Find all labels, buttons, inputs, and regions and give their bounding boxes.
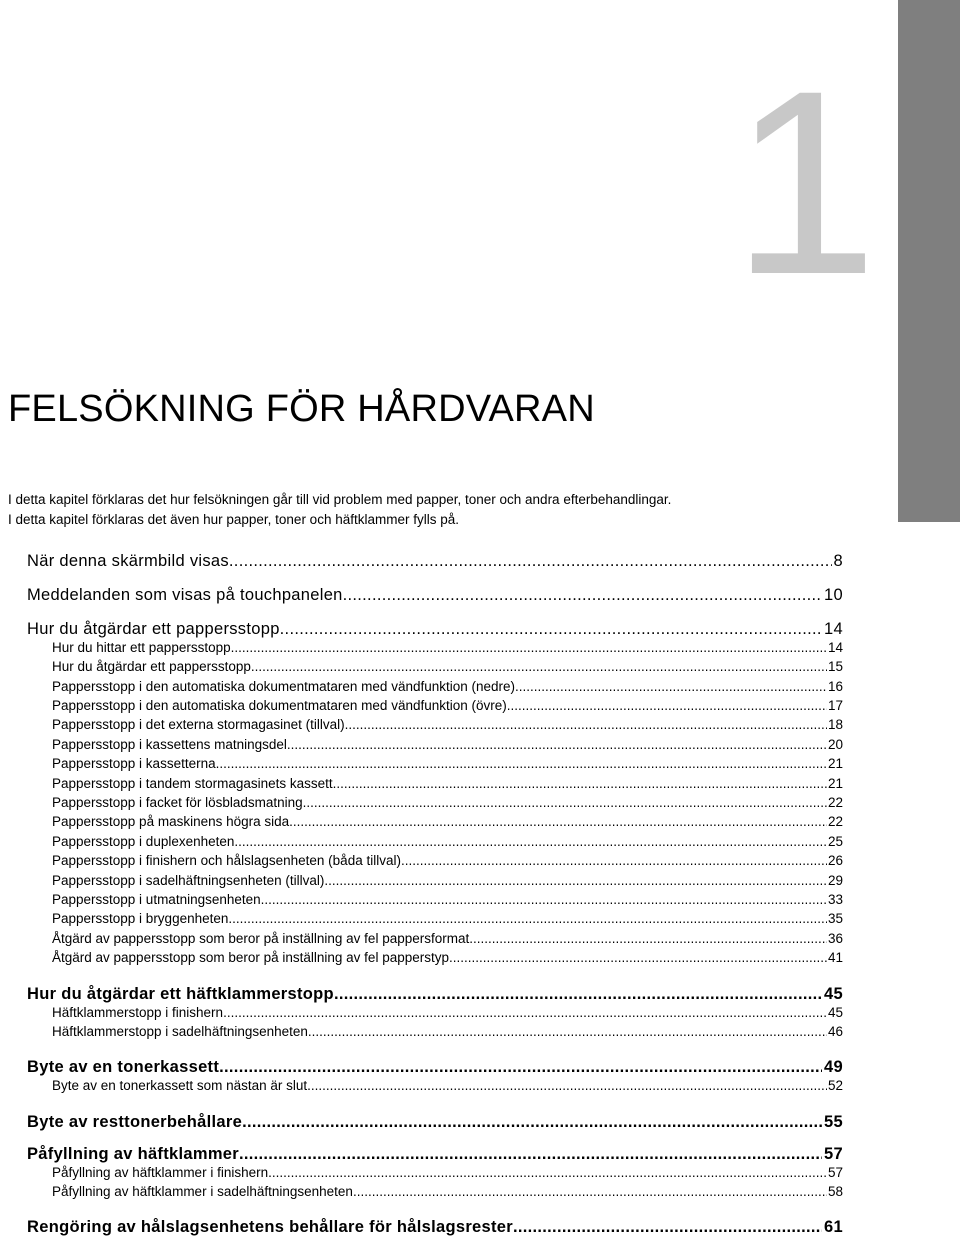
toc-dot-leader: [343, 586, 822, 605]
toc-entry-label: Hur du hittar ett pappersstopp: [52, 640, 231, 655]
toc-page-number: 45: [827, 1005, 843, 1020]
toc-dot-leader: [287, 737, 827, 752]
toc-page-number: 25: [827, 834, 843, 849]
toc-subsection-entry[interactable]: [52, 853, 843, 868]
toc-entry-label: Byte av resttonerbehållare: [27, 1113, 243, 1131]
toc-entry-label: När denna skärmbild visas: [27, 552, 229, 570]
toc-entry-label: Pappersstopp i den automatiska dokumentmataren med vändfunktion (övre): [52, 698, 507, 713]
toc-subsection-entry[interactable]: [52, 679, 843, 694]
toc-dot-leader: [216, 756, 827, 771]
toc-entry-label: Åtgärd av pappersstopp som beror på inställning av fel papperstyp: [52, 950, 449, 965]
chapter-side-tab: [898, 0, 960, 522]
toc-dot-leader: [242, 1113, 822, 1132]
toc-page-number: 57: [824, 1145, 843, 1163]
toc-entry-label: Pappersstopp i utmatningsenheten: [52, 892, 261, 907]
toc-subsection-entry[interactable]: [52, 698, 843, 713]
toc-page-number: 15: [827, 659, 843, 674]
toc-page-number: 26: [827, 853, 843, 868]
toc-entry-label: Byte av en tonerkassett: [27, 1058, 220, 1076]
toc-page-number: 16: [827, 679, 843, 694]
toc-subsection-entry[interactable]: [52, 1078, 843, 1093]
chapter-number: 1: [732, 36, 878, 329]
toc-entry-label: Pappersstopp i duplexenheten: [52, 834, 235, 849]
toc-subsection-entry[interactable]: [52, 756, 843, 771]
toc-dot-leader: [219, 1058, 822, 1077]
toc-dot-leader: [228, 911, 827, 926]
toc-entry-label: Påfyllning av häftklammer i finishern: [52, 1165, 269, 1180]
intro-line: I detta kapitel förklaras det hur felsökningen går till vid problem med papper, toner och andra efterbehandlingar.: [8, 492, 672, 507]
toc-dot-leader: [345, 717, 827, 732]
toc-dot-leader: [513, 1218, 822, 1237]
toc-dot-leader: [280, 620, 822, 639]
toc-dot-leader: [334, 985, 822, 1004]
toc-section-entry[interactable]: [27, 1058, 843, 1077]
chapter-intro: [8, 490, 888, 530]
intro-line: I detta kapitel förklaras det även hur papper, toner och häftklammer fylls på.: [8, 512, 459, 527]
toc-section-entry[interactable]: [27, 552, 843, 571]
toc-dot-leader: [308, 1024, 827, 1039]
toc-dot-leader: [449, 950, 827, 965]
toc-entry-label: Åtgärd av pappersstopp som beror på inställning av fel pappersformat: [52, 931, 470, 946]
toc-page-number: 35: [827, 911, 843, 926]
toc-dot-leader: [353, 1184, 827, 1199]
toc-page-number: 52: [827, 1078, 843, 1093]
toc-subsection-entry[interactable]: [52, 911, 843, 926]
toc-section-entry[interactable]: [27, 586, 843, 605]
toc-entry-label: Hur du åtgärdar ett häftklammerstopp: [27, 985, 334, 1003]
toc-entry-label: Pappersstopp i kassettens matningsdel: [52, 737, 287, 752]
toc-entry-label: Pappersstopp på maskinens högra sida: [52, 814, 290, 829]
toc-entry-label: Påfyllning av häftklammer: [27, 1145, 239, 1163]
toc-dot-leader: [223, 1005, 827, 1020]
toc-dot-leader: [307, 1078, 827, 1093]
toc-dot-leader: [268, 1165, 827, 1180]
toc-page-number: 61: [824, 1218, 843, 1236]
toc-page-number: 45: [824, 985, 843, 1003]
toc-section-entry[interactable]: [27, 1145, 843, 1164]
chapter-title: FELSÖKNING FÖR HÅRDVARAN: [8, 388, 595, 430]
toc-dot-leader: [234, 834, 827, 849]
toc-page-number: 21: [827, 756, 843, 771]
toc-section-entry[interactable]: [27, 1113, 843, 1132]
toc-page-number: 14: [827, 640, 843, 655]
toc-page-number: 41: [827, 950, 843, 965]
toc-dot-leader: [303, 795, 827, 810]
toc-page-number: 20: [827, 737, 843, 752]
toc-entry-label: Pappersstopp i kassetterna: [52, 756, 216, 771]
toc-page-number: 21: [827, 776, 843, 791]
toc-dot-leader: [515, 679, 827, 694]
toc-section-entry[interactable]: [27, 620, 843, 639]
toc-dot-leader: [231, 640, 827, 655]
toc-entry-label: Häftklammerstopp i sadelhäftningsenheten: [52, 1024, 308, 1039]
toc-subsection-entry[interactable]: [52, 1184, 843, 1199]
toc-subsection-entry[interactable]: [52, 1005, 843, 1020]
toc-entry-label: Häftklammerstopp i finishern: [52, 1005, 224, 1020]
toc-entry-label: Pappersstopp i sadelhäftningsenheten (tillval): [52, 873, 325, 888]
toc-dot-leader: [507, 698, 827, 713]
toc-subsection-entry[interactable]: [52, 873, 843, 888]
toc-page-number: 57: [827, 1165, 843, 1180]
toc-page-number: 18: [827, 717, 843, 732]
toc-page-number: 49: [824, 1058, 843, 1076]
toc-page-number: 29: [827, 873, 843, 888]
toc-subsection-entry[interactable]: [52, 717, 843, 732]
toc-section-entry[interactable]: [27, 1218, 843, 1237]
toc-page-number: 10: [824, 586, 843, 604]
toc-dot-leader: [229, 552, 832, 571]
toc-entry-label: Pappersstopp i det externa stormagasinet (tillval): [52, 717, 345, 732]
toc-subsection-entry[interactable]: [52, 795, 843, 810]
toc-entry-label: Rengöring av hålslagsenhetens behållare för hålslagsrester: [27, 1218, 513, 1236]
toc-subsection-entry[interactable]: [52, 640, 843, 655]
toc-subsection-entry[interactable]: [52, 892, 843, 907]
toc-dot-leader: [239, 1145, 822, 1164]
toc-page-number: 14: [824, 620, 843, 638]
toc-dot-leader: [401, 853, 827, 868]
toc-subsection-entry[interactable]: [52, 1024, 843, 1039]
toc-dot-leader: [261, 892, 827, 907]
toc-entry-label: Meddelanden som visas på touchpanelen: [27, 586, 343, 604]
toc-subsection-entry[interactable]: [52, 834, 843, 849]
toc-subsection-entry[interactable]: [52, 931, 843, 946]
toc-page-number: 22: [827, 814, 843, 829]
toc-entry-label: Pappersstopp i bryggenheten: [52, 911, 229, 926]
toc-dot-leader: [324, 873, 827, 888]
toc-dot-leader: [333, 776, 827, 791]
toc-subsection-entry[interactable]: [52, 814, 843, 829]
toc-page-number: 55: [824, 1113, 843, 1131]
toc-dot-leader: [251, 659, 827, 674]
toc-page-number: 8: [833, 552, 843, 570]
toc-entry-label: Hur du åtgärdar ett pappersstopp: [27, 620, 280, 638]
toc-entry-label: Pappersstopp i facket för lösbladsmatning: [52, 795, 303, 810]
toc-entry-label: Pappersstopp i finishern och hålslagsenheten (båda tillval): [52, 853, 401, 868]
toc-subsection-entry[interactable]: [52, 737, 843, 752]
toc-dot-leader: [469, 931, 827, 946]
toc-section-entry[interactable]: [27, 985, 843, 1004]
toc-subsection-entry[interactable]: [52, 659, 843, 674]
toc-page-number: 33: [827, 892, 843, 907]
toc-subsection-entry[interactable]: [52, 950, 843, 965]
toc-page-number: 22: [827, 795, 843, 810]
toc-subsection-entry[interactable]: [52, 776, 843, 791]
toc-subsection-entry[interactable]: [52, 1165, 843, 1180]
toc-page-number: 17: [827, 698, 843, 713]
toc-page-number: 46: [827, 1024, 843, 1039]
toc-page-number: 58: [827, 1184, 843, 1199]
toc-entry-label: Byte av en tonerkassett som nästan är slut: [52, 1078, 308, 1093]
toc-entry-label: Pappersstopp i tandem stormagasinets kassett: [52, 776, 333, 791]
toc-entry-label: Påfyllning av häftklammer i sadelhäftningsenheten: [52, 1184, 353, 1199]
toc-dot-leader: [289, 814, 827, 829]
toc-entry-label: Hur du åtgärdar ett pappersstopp: [52, 659, 251, 674]
toc-page-number: 36: [827, 931, 843, 946]
toc-entry-label: Pappersstopp i den automatiska dokumentmataren med vändfunktion (nedre): [52, 679, 516, 694]
